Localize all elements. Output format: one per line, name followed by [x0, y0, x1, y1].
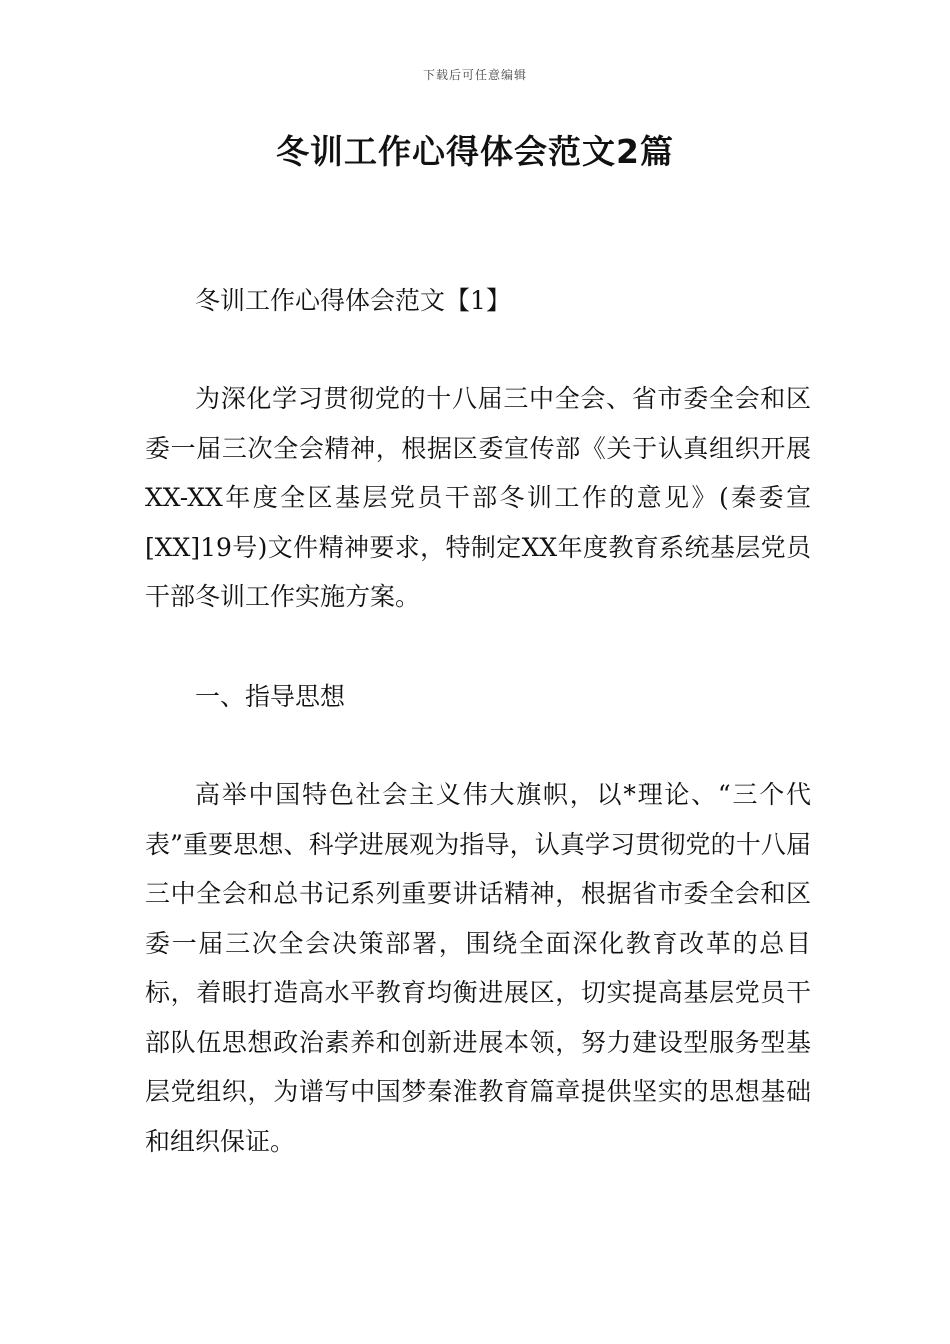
heading-guiding-ideology: 一、指导思想 [195, 682, 346, 711]
document-title: 冬训工作心得体会范文2篇 [276, 132, 674, 171]
intro-paragraph: 为深化学习贯彻党的十八届三中全会、省市委全会和区委一届三次全会精神，根据区委宣传部《关于认真组织开展XX-XX年度全区基层党员干部冬训工作的意见》(秦委宣[XX]19号)文件精神要求，特制定XX年度教育系统基层党员干部冬训工作实施方案。 [145, 384, 811, 611]
guiding-ideology-paragraph: 高举中国特色社会主义伟大旗帜，以*理论、“三个代表”重要思想、科学进展观为指导，认真学习贯彻党的十八届三中全会和总书记系列重要讲话精神，根据省市委全会和区委一届三次全会决策部署，围绕全面深化教育改革的总目标，着眼打造高水平教育均衡进展区，切实提高基层党员干部队伍思想政治素养和创新进展本领，努力建设型服务型基层党组织，为谱写中国梦秦淮教育篇章提供坚实的思想基础和组织保证。 [145, 780, 811, 1156]
header-note: 下载后可任意编辑 [422, 68, 527, 82]
section-title: 冬训工作心得体会范文【1】 [195, 286, 511, 315]
